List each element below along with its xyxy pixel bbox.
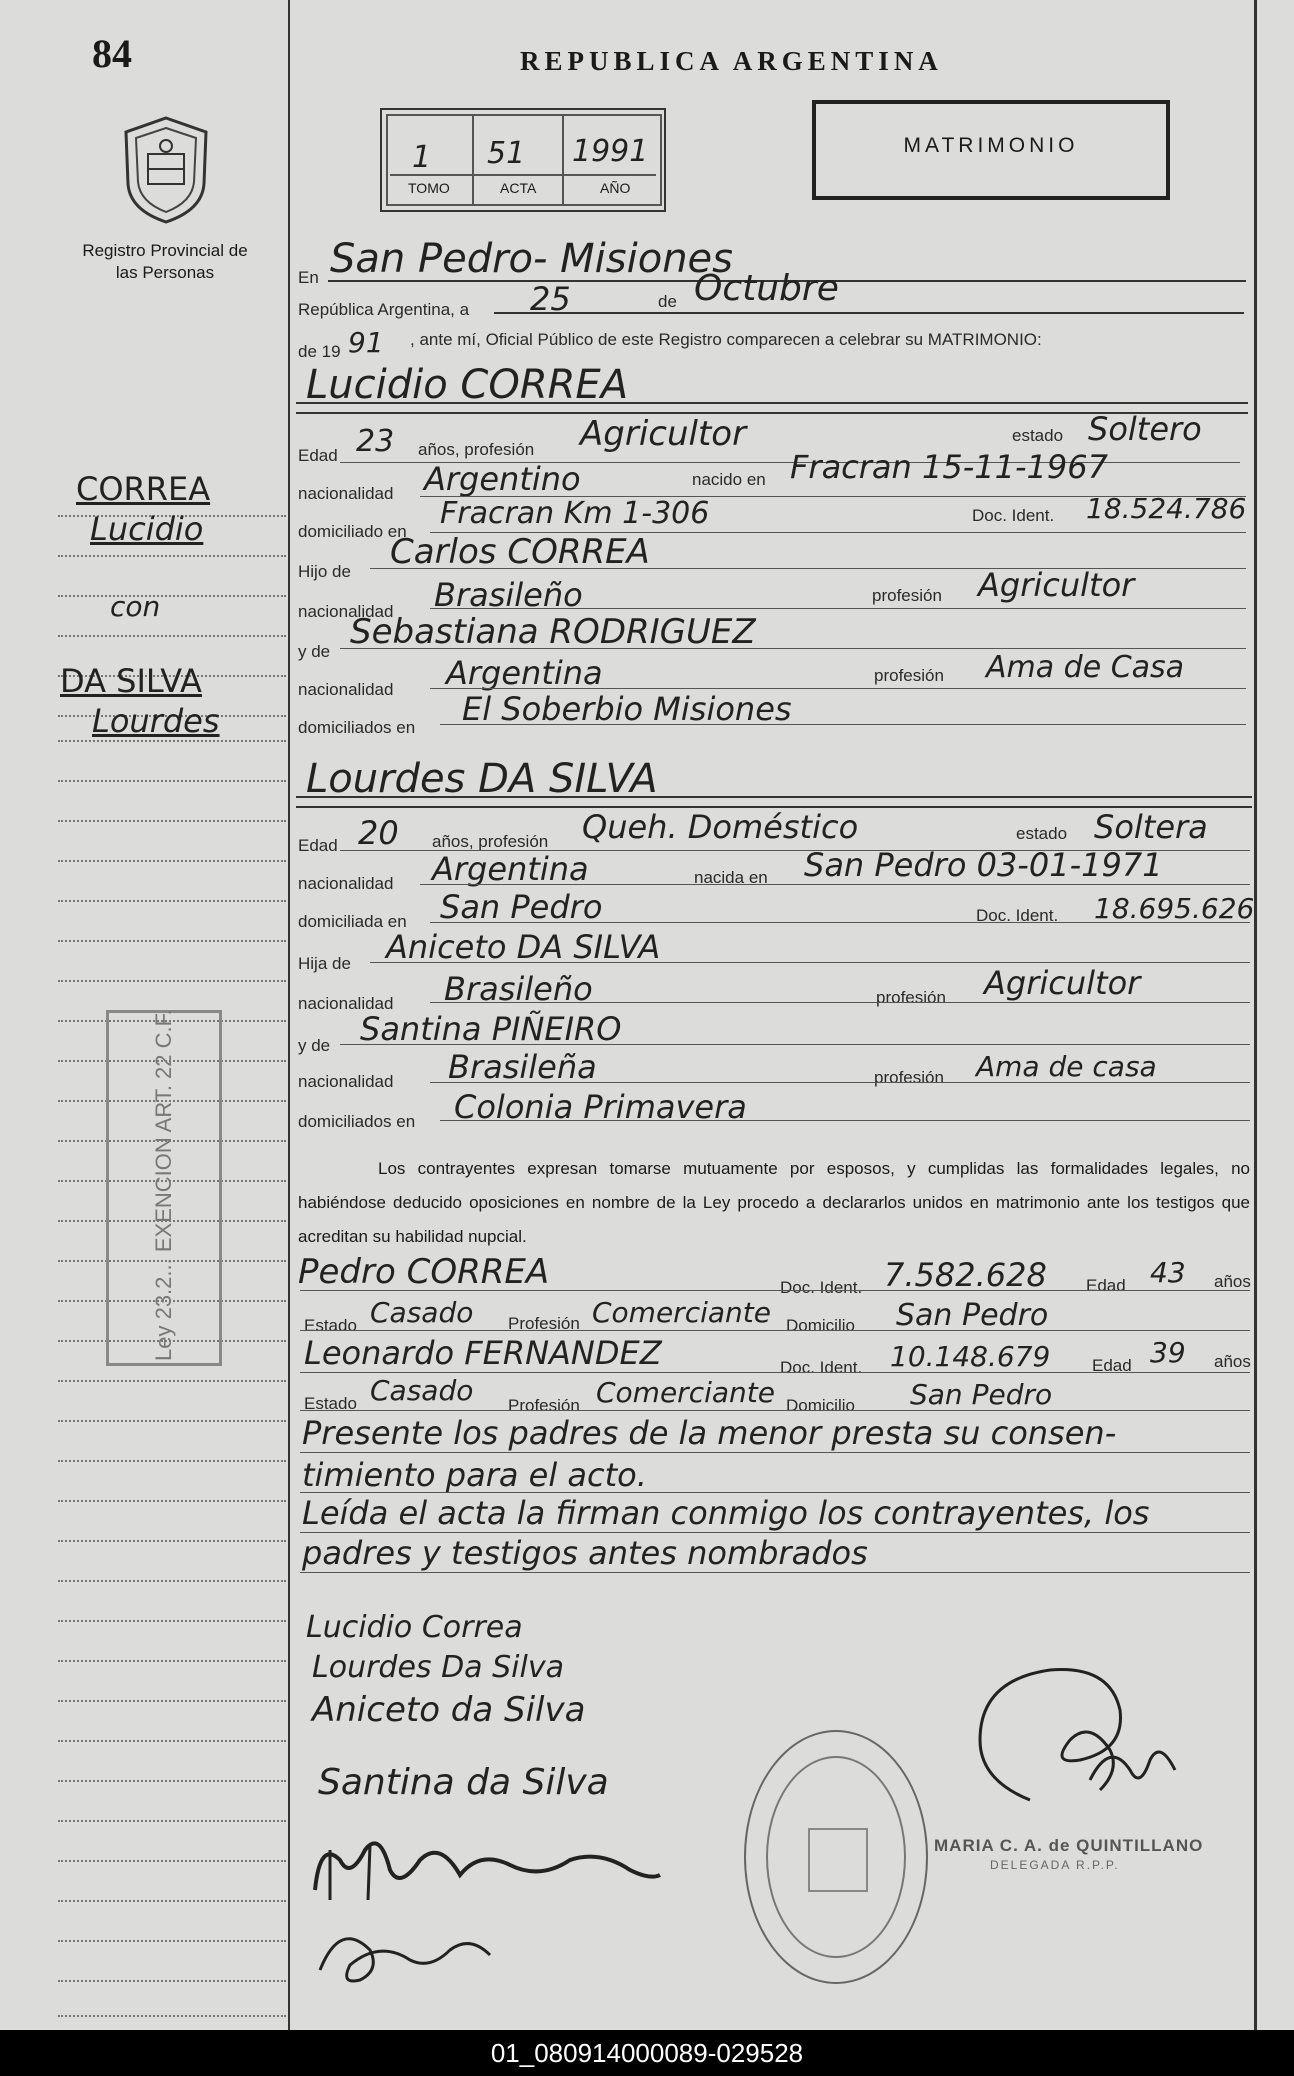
bride-y-de-label: y de [298,1036,331,1055]
witness1-name: Pedro CORREA [298,1252,550,1292]
de-label: de [658,292,677,311]
bride-nacionalidad: Argentina [432,850,589,888]
bride-hija-label: Hija de [298,954,351,973]
groom-estado: Soltero [1088,410,1202,448]
margin-groom-name: Lucidio [90,510,204,548]
anio-label: AÑO [600,180,631,196]
witness1-doc-label: Doc. Ident. [780,1278,863,1297]
bride-father-prof: Agricultor [984,964,1141,1002]
act-type-box [812,100,1170,200]
note-line-3: Leída el acta la firman conmigo los contrayentes, los [302,1494,1150,1532]
groom-nacido: Fracran 15-11-1967 [790,448,1108,486]
bride-father-nac-label: nacionalidad [298,994,394,1013]
bride-edad-label: Edad [298,836,338,855]
witness2-dom-label: Domicilio [786,1396,855,1415]
groom-father-nac-label: nacionalidad [298,602,394,621]
bride-edad: 20 [358,814,399,852]
witness1-edad-label: Edad [1086,1276,1126,1295]
groom-y-de-label: y de [298,642,331,661]
official-stamp-name: MARIA C. A. de QUINTILLANO [934,1836,1204,1855]
month-value: Octubre [694,268,839,309]
file-id-footer: 01_080914000089-029528 [0,2030,1294,2076]
groom-anios-label: años, profesión [418,440,535,459]
witness1-dom-label: Domicilio [786,1316,855,1335]
signature-bride: Lourdes Da Silva [312,1650,564,1685]
acta-label: ACTA [500,180,537,196]
witness-signature-scribble [310,1820,670,1910]
margin-divider [288,0,290,2030]
witness1-domicilio: San Pedro [896,1298,1049,1333]
groom-profesion: Agricultor [580,414,747,454]
official-signature [960,1660,1190,1830]
margin-bride-name: Lourdes [92,702,220,740]
bride-mother-nac-label: nacionalidad [298,1072,394,1091]
bride-parents-dom-label: domiciliados en [298,1112,416,1131]
witness1-profesion: Comerciante [592,1296,771,1329]
groom-name: Lucidio CORREA [306,362,629,408]
note-line-1: Presente los padres de la menor presta su consen- [302,1414,1117,1452]
place-value: San Pedro- Misiones [330,236,734,282]
groom-edad-label: Edad [298,446,338,465]
witness2-profesion: Comerciante [596,1376,775,1409]
bride-estado-label: estado [1016,824,1068,843]
groom-nacionalidad: Argentino [424,460,581,498]
groom-mother: Sebastiana RODRIGUEZ [350,612,756,652]
provincial-seal-icon [118,114,214,226]
registry-box [380,108,666,212]
margin-groom-surname: CORREA [76,470,211,508]
witness1-edad: 43 [1150,1256,1186,1289]
note-line-4: padres y testigos antes nombrados [302,1534,868,1572]
bride-mother-prof: Ama de casa [976,1050,1157,1083]
declaration-text: Los contrayentes expresan tomarse mutuamente por esposos, y cumplidas las formalidades legales, no habiéndose deducido oposiciones en nombre de la Ley procedo a declararlos unidos en matrimonio ante los testigos que acreditan su habilidad nupcial. [298,1159,1250,1246]
witness1-prof-label: Profesión [508,1314,580,1333]
day-value: 25 [530,280,571,318]
groom-parents-dom: El Soberbio Misiones [462,690,792,728]
page-number: 84 [92,31,132,76]
registry-name: Registro Provincial de las Personas [82,241,248,282]
witness1-estado: Casado [370,1296,474,1329]
groom-father-prof: Agricultor [978,566,1135,604]
signature-groom: Lucidio Correa [306,1610,523,1645]
bride-profesion: Queh. Doméstico [582,808,859,846]
groom-father: Carlos CORREA [390,532,650,572]
bride-name: Lourdes DA SILVA [306,756,658,802]
groom-doc-label: Doc. Ident. [972,506,1055,525]
official-round-stamp [744,1730,928,1984]
bride-father-prof-label: profesión [876,988,946,1007]
groom-mother-nac-label: nacionalidad [298,680,394,699]
tomo-label: TOMO [408,180,450,196]
groom-nac-label: nacionalidad [298,484,394,503]
witness2-prof-label: Profesión [508,1396,580,1415]
witness2-edad-label: Edad [1092,1356,1132,1375]
groom-mother-prof-label: profesión [874,666,944,685]
groom-domicilio: Fracran Km 1-306 [440,496,710,531]
margin-connector: con [110,590,161,623]
groom-mother-nac: Argentina [446,654,603,692]
note-line-2: timiento para el acto. [302,1456,647,1494]
tomo-value: 1 [412,140,432,175]
year-suffix: 91 [348,326,384,359]
groom-hijo-label: Hijo de [298,562,351,581]
bride-nacido-label: nacida en [694,868,768,887]
bride-father: Aniceto DA SILVA [386,928,661,966]
bride-mother: Santina PIÑEIRO [360,1010,622,1048]
bride-domicilio: San Pedro [440,888,603,926]
witness2-edad: 39 [1150,1336,1186,1369]
republica-label: República Argentina, a [298,300,470,319]
witness1-anios-label: años [1214,1272,1251,1291]
signature-bride-father: Aniceto da Silva [312,1690,586,1730]
bride-estado: Soltera [1094,808,1208,846]
anio-value: 1991 [572,134,649,169]
bride-mother-nac: Brasileña [448,1048,597,1086]
groom-father-nac: Brasileño [434,576,583,614]
margin-bride-surname: DA SILVA [60,662,202,700]
signature-bride-mother: Santina da Silva [318,1762,609,1803]
year-prefix: de 19 [298,342,341,361]
right-border [1254,0,1257,2030]
bride-father-nac: Brasileño [444,970,593,1008]
witness1-estado-label: Estado [304,1316,357,1335]
bride-parents-dom: Colonia Primavera [454,1088,747,1126]
groom-parents-dom-label: domiciliados en [298,718,416,737]
bride-doc-label: Doc. Ident. [976,906,1059,925]
en-label: En [298,268,319,287]
groom-dom-label: domiciliado en [298,522,407,541]
intro-statement: , ante mí, Oficial Público de este Registro comparecen a celebrar su MATRIMONIO: [410,330,1042,349]
bride-dom-label: domiciliada en [298,912,407,931]
official-stamp-title: DELEGADA R.P.P. [990,1858,1120,1872]
witness2-anios-label: años [1214,1352,1251,1371]
witness2-doc-label: Doc. Ident. [780,1358,863,1377]
witness2-domicilio: San Pedro [910,1378,1053,1411]
groom-father-prof-label: profesión [872,586,942,605]
acta-value: 51 [487,136,526,171]
witness2-doc: 10.148.679 [890,1340,1051,1373]
witness2-estado: Casado [370,1374,474,1407]
groom-nacido-label: nacido en [692,470,766,489]
act-type: MATRIMONIO [903,134,1079,157]
groom-mother-prof: Ama de Casa [986,650,1185,685]
exemption-stamp: Ley 23.2... EXENCION ART. 22 C.F. [106,1010,222,1366]
witness2-name: Leonardo FERNANDEZ [304,1334,662,1372]
bride-nacido: San Pedro 03-01-1971 [804,846,1163,884]
country-title: REPUBLICA ARGENTINA [520,46,943,76]
bride-nac-label: nacionalidad [298,874,394,893]
groom-doc: 18.524.786 [1086,492,1247,525]
groom-edad: 23 [356,424,395,459]
bride-doc: 18.695.626 [1094,892,1255,925]
groom-estado-label: estado [1012,426,1064,445]
signature-scribble-bottom [310,1910,500,1990]
bride-mother-prof-label: profesión [874,1068,944,1087]
witness1-doc: 7.582.628 [884,1256,1047,1294]
witness2-estado-label: Estado [304,1394,357,1413]
bride-anios-label: años, profesión [432,832,549,851]
